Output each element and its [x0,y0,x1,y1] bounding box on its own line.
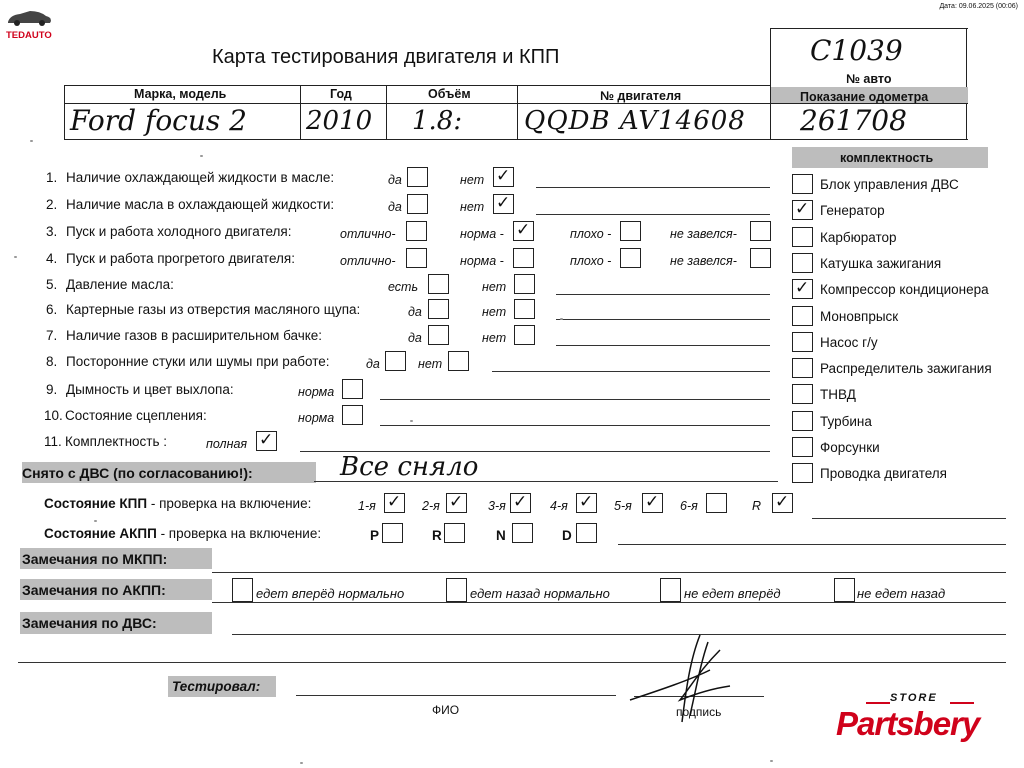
check-number: 9. [46,382,58,397]
check-option-label: плохо - [570,254,612,268]
check-option-box[interactable] [406,221,427,241]
volume-value: 1.8: [412,106,463,136]
kit-title: комплектность [840,151,934,165]
akpp-mode-box[interactable] [444,523,465,543]
kit-item-box[interactable] [792,358,813,378]
tested-by-label: Тестировал: [172,679,261,694]
removed-label: Снято с ДВС (по согласованию!): [22,465,253,481]
checkmark-icon: ✓ [645,492,660,512]
check-option-box[interactable] [493,167,514,187]
check-option-label: отлично- [340,227,396,241]
check-number: 5. [46,277,58,292]
check-label: Посторонние стуки или шумы при работе: [66,354,330,369]
check-option-label: плохо - [570,227,612,241]
check-option-label: нет [460,173,485,187]
check-label: Наличие газов в расширительном бачке: [66,328,323,343]
gear-box[interactable] [706,493,727,513]
col-header-model: Марка, модель [134,87,227,101]
check-option-label: есть [388,280,419,294]
page-title: Карта тестирования двигателя и КПП [212,46,560,68]
logo-text: TEDAUTO [6,30,52,41]
check-option-box[interactable] [406,248,427,268]
kit-item-box[interactable] [792,332,813,352]
model-value: Ford focus 2 [70,104,247,137]
kit-item-label: Моновпрыск [820,308,899,324]
checkmark-icon: ✓ [579,492,594,512]
gear-label: 4-я [550,499,568,513]
check-label: Дымность и цвет выхлопа: [66,382,234,397]
check-number: 3. [46,224,58,239]
akpp-mode-label: N [496,528,506,543]
check-option-box[interactable] [514,325,535,345]
kit-item-box[interactable] [792,411,813,431]
kit-item-label: Карбюратор [820,229,897,245]
gear-label: 3-я [488,499,506,513]
check-option-box[interactable] [513,248,534,268]
engine-number-value: QQDB AV14608 [524,106,746,136]
kit-item-box[interactable] [792,279,813,299]
check-option-label: нет [482,305,507,319]
tedauto-logo [4,6,54,40]
check-option-box[interactable] [256,431,277,451]
check-label: Комплектность : [65,434,168,449]
check-number: 10. [44,408,63,423]
check-option-box[interactable] [428,299,449,319]
check-label: Пуск и работа холодного двигателя: [66,224,292,239]
signature-label: подпись [676,705,722,719]
akpp-label: Состояние АКПП [44,526,157,541]
check-label: Картерные газы из отверстия масляного щупа: [66,302,361,317]
brand-store-text: STORE [890,692,938,704]
kit-item-box[interactable] [792,306,813,326]
check-option-label: полная [206,437,248,451]
check-option-box[interactable] [514,274,535,294]
checkmark-icon: ✓ [259,430,274,450]
check-option-box[interactable] [750,248,771,268]
check-option-label: да [408,331,422,345]
gear-box[interactable] [446,493,467,513]
akpp-remark-label: не едет вперёд [684,586,781,601]
check-option-label: не завелся- [670,227,737,241]
checkmark-icon: ✓ [387,492,402,512]
car-icon [4,6,54,28]
akpp-remark-box[interactable] [834,578,855,602]
check-label: Наличие масла в охлаждающей жидкости: [66,197,335,212]
check-option-box[interactable] [514,299,535,319]
kit-item-box[interactable] [792,200,813,220]
print-date-stamp: Дата: 09.06.2025 (00:06) [939,3,1018,10]
check-option-box[interactable] [620,248,641,268]
gear-label: 1-я [358,499,376,513]
check-number: 11. [44,434,62,449]
gear-label: R [752,499,762,513]
check-option-box[interactable] [407,194,428,214]
check-label: Пуск и работа прогретого двигателя: [66,251,295,266]
kit-item-label: Катушка зажигания [820,255,942,271]
col-header-volume: Объём [428,87,471,101]
kit-item-box[interactable] [792,384,813,404]
gear-label: 6-я [680,499,698,513]
checkmark-icon: ✓ [513,492,528,512]
kit-item-label: Блок управления ДВС [820,177,959,192]
check-option-box[interactable] [620,221,641,241]
check-number: 8. [46,354,58,369]
check-option-label: нет [482,280,507,294]
kpp-suffix: - проверка на включение: [147,496,312,511]
kit-item-box[interactable] [792,463,813,483]
gear-box[interactable] [384,493,405,513]
check-number: 7. [46,328,58,343]
car-number-value: C1039 [810,34,903,67]
brand-partsbery: Partsbery [836,705,980,742]
akpp-remark-box[interactable] [232,578,253,602]
check-label: Давление масла: [66,277,174,292]
check-option-label: норма [298,385,335,399]
check-label: Наличие охлаждающей жидкости в масле: [66,170,335,185]
kit-item-label: Проводка двигателя [820,466,947,482]
col-header-year: Год [330,87,352,101]
check-option-box[interactable] [342,405,363,425]
akpp-mode-label: P [370,528,380,543]
akpp-suffix: - проверка на включение: [156,526,322,541]
check-option-label: да [366,357,380,371]
check-option-label: норма [298,411,335,425]
check-option-label: нет [482,331,507,345]
checkmark-icon: ✓ [775,492,790,512]
check-option-label: да [408,305,422,319]
year-value: 2010 [306,106,373,136]
check-option-box[interactable] [428,325,449,345]
check-option-box[interactable] [448,351,469,371]
kit-item-label: Турбина [820,413,872,429]
checkmark-icon: ✓ [795,199,810,220]
removed-value: Все сняло [340,452,479,482]
gear-box[interactable] [510,493,531,513]
odometer-label: Показание одометра [800,90,929,104]
col-header-engine-no: № двигателя [600,89,682,103]
akpp-mode-box[interactable] [382,523,403,543]
check-label: Состояние сцепления: [65,408,207,423]
car-number-label: № авто [846,72,892,86]
odometer-value: 261708 [800,104,907,137]
gear-box[interactable] [772,493,793,513]
akpp-mode-label: R [432,528,442,543]
check-option-box[interactable] [513,221,534,241]
checkmark-icon: ✓ [496,193,511,213]
akpp-remark-label: едет назад нормально [470,586,610,601]
kit-item-label: Компрессор кондиционера [820,282,989,298]
gear-label: 5-я [614,499,632,513]
akpp-remark-box[interactable] [446,578,467,602]
check-option-label: норма - [460,254,504,268]
check-option-box[interactable] [407,167,428,187]
check-option-box[interactable] [750,221,771,241]
check-option-box[interactable] [342,379,363,399]
checkmark-icon: ✓ [496,166,511,186]
checkmark-icon: ✓ [795,278,810,299]
fio-label: ФИО [432,703,460,717]
kit-item-label: Форсунки [820,440,880,455]
checkmark-icon: ✓ [516,220,531,240]
gear-box[interactable] [576,493,597,513]
check-option-box[interactable] [428,274,449,294]
akpp-mode-box[interactable] [512,523,533,543]
check-option-label: отлично- [340,254,396,268]
checkmark-icon: ✓ [449,492,464,512]
check-option-box[interactable] [385,351,406,371]
check-option-label: норма - [460,227,504,241]
remarks-mkpp-label: Замечания по МКПП: [22,551,168,567]
check-number: 1. [46,170,58,185]
kit-item-label: Распределитель зажигания [820,361,992,377]
gear-box[interactable] [642,493,663,513]
kpp-label: Состояние КПП [44,496,148,511]
akpp-remark-label: не едет назад [857,586,946,601]
check-option-label: нет [460,200,485,214]
akpp-mode-label: D [562,528,572,543]
check-option-label: да [388,200,402,214]
check-option-box[interactable] [493,194,514,214]
check-option-label: нет [418,357,443,371]
check-number: 6. [46,302,58,317]
kit-item-box[interactable] [792,227,813,247]
remarks-dvs-label: Замечания по ДВС: [22,615,157,631]
kit-item-box[interactable] [792,253,813,273]
remarks-akpp-label: Замечания по АКПП: [22,582,166,598]
kit-item-label: Генератор [820,203,885,219]
akpp-mode-box[interactable] [576,523,597,543]
check-number: 4. [46,251,58,266]
check-option-label: не завелся- [670,254,737,268]
akpp-row [44,526,321,542]
gear-label: 2-я [422,499,440,513]
handwritten-signature [620,630,740,730]
akpp-remark-box[interactable] [660,578,681,602]
kit-item-label: ТНВД [820,387,856,403]
check-option-label: да [388,173,402,187]
kit-item-label: Насос г/у [820,334,878,350]
akpp-remark-label: едет вперёд нормально [256,586,405,601]
kit-item-box[interactable] [792,437,813,457]
kit-item-box[interactable] [792,174,813,194]
kpp-row [44,496,311,512]
check-number: 2. [46,197,58,212]
